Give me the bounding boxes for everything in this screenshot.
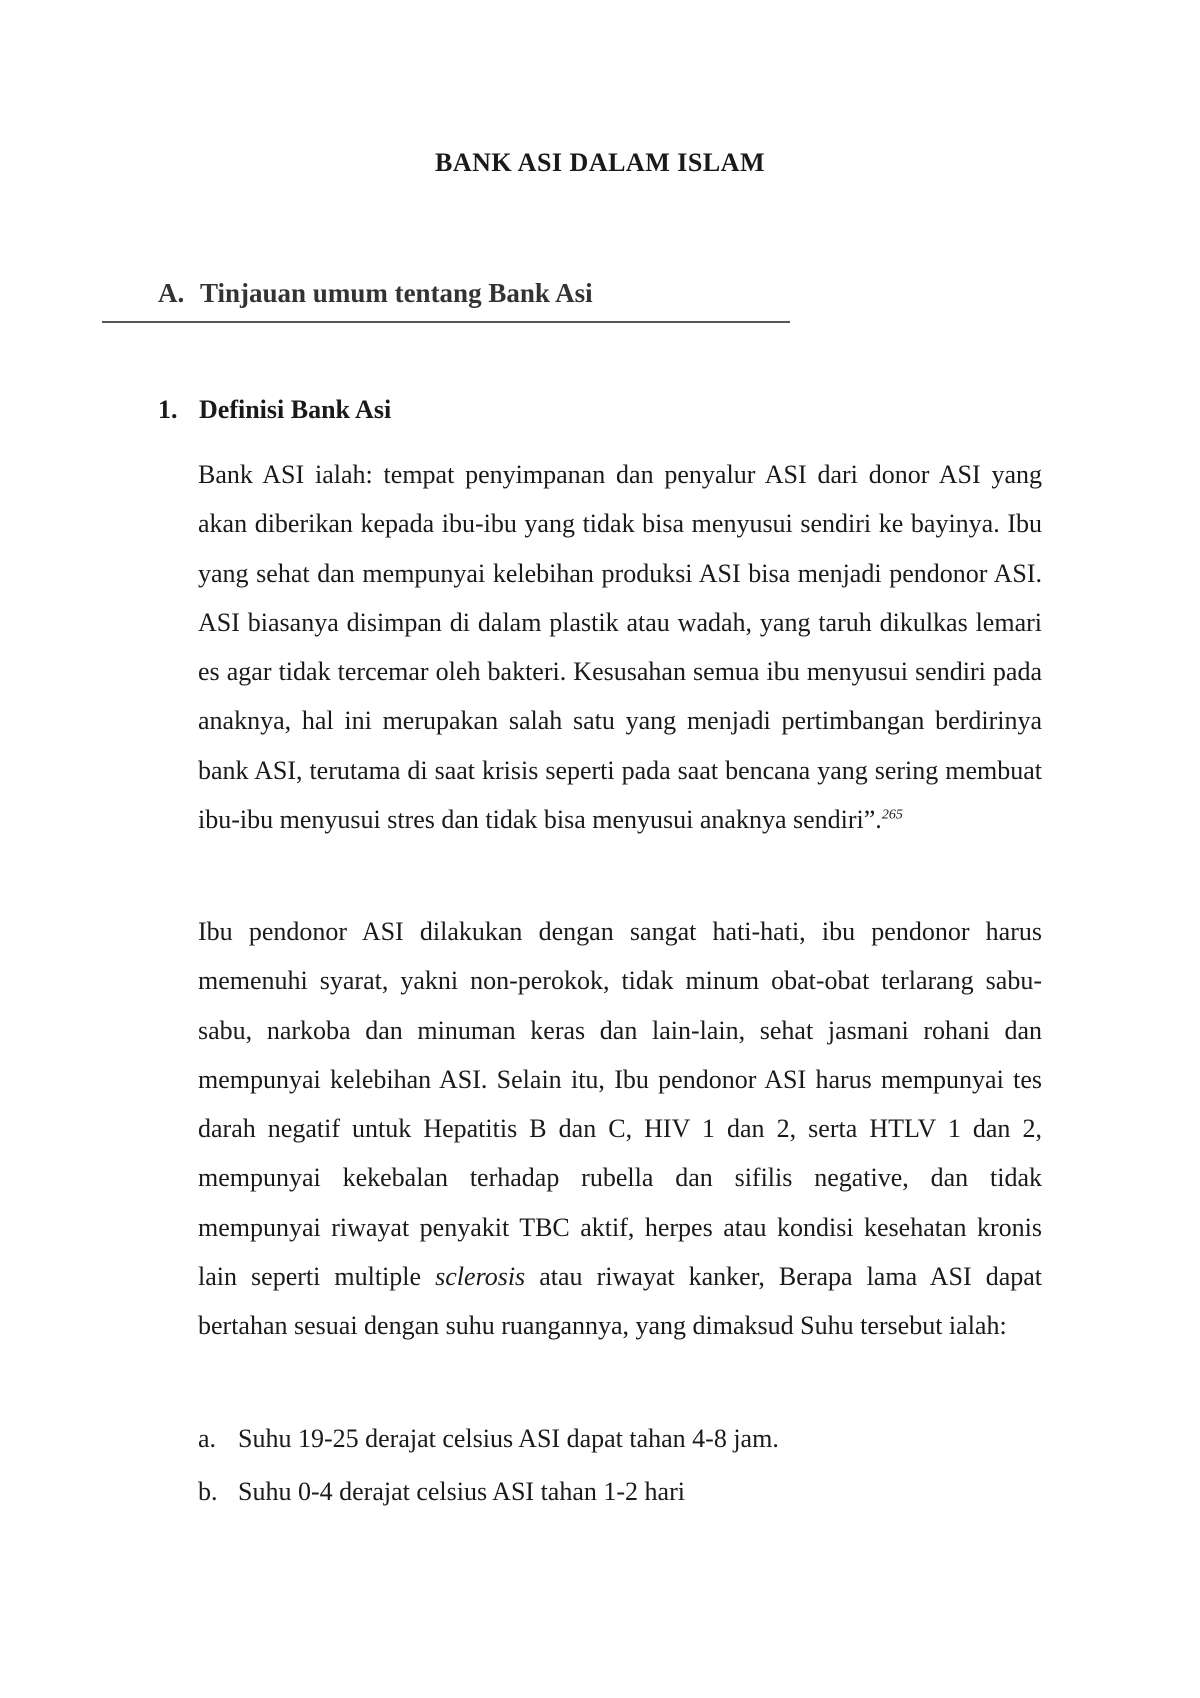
subsection-title: Definisi Bank Asi [199,395,392,424]
paragraph-donor-italic: sclerosis [435,1262,526,1292]
list-item-marker: a. [198,1424,217,1453]
section-number: A. [158,278,185,308]
section-title: Tinjauan umum tentang Bank Asi [200,278,593,308]
paragraph-definition-text: Bank ASI ialah: tempat penyimpanan dan penyalur ASI dari donor ASI yang akan diberikan kepada ibu-ibu yang tidak bisa menyusui sendiri ke bayinya. Ibu yang sehat dan mempunyai kelebihan produksi ASI bisa menjadi pendonor ASI. ASI biasanya disimpan di dalam plastik atau wadah, yang taruh dikulkas lemari es agar tidak tercemar oleh bakteri. Kesusahan semua ibu menyusui sendiri pada anaknya, hal ini merupakan salah satu yang menjadi pertimbangan berdirinya bank ASI, terutama di saat krisis seperti pada saat bencana yang sering membuat ibu-ibu menyusui stres dan tidak bisa menyusui anaknya sendiri”. [198,460,1042,835]
paragraph-donor-text-1: Ibu pendonor ASI dilakukan dengan sangat hati-hati, ibu pendonor harus memenuhi syarat, yakni non-perokok, tidak minum obat-obat terlarang sabu-sabu, narkoba dan minuman keras dan lain-lain, sehat jasmani rohani dan mempunyai kelebihan ASI. Selain itu, Ibu pendonor ASI harus mempunyai tes darah negatif untuk Hepatitis B dan C, HIV 1 dan 2, serta HTLV 1 dan 2, mempunyai kekebalan terhadap rubella dan sifilis negative, dan tidak mempunyai riwayat penyakit TBC aktif, herpes atau kondisi kesehatan kronis lain seperti multiple [198,917,1042,1292]
document-title: BANK ASI DALAM ISLAM [435,148,765,177]
paragraph-definition [198,450,1042,844]
section-heading [158,278,593,309]
list-item-marker: b. [198,1477,218,1506]
subsection-number: 1. [158,395,178,424]
list-item [198,1466,1042,1518]
paragraph-donor-requirements [198,907,1042,1351]
paragraph-donor-text-2: atau riwayat kanker, Berapa lama ASI dapat bertahan sesuai dengan suhu ruangannya, yang dimaksud Suhu tersebut ialah: [198,1262,1042,1341]
footnote-reference: 265 [881,807,903,823]
list-item-text: Suhu 19-25 derajat celsius ASI dapat tahan 4-8 jam. [238,1424,779,1453]
list-item-text: Suhu 0-4 derajat celsius ASI tahan 1-2 hari [238,1477,685,1506]
section-underline [102,321,790,323]
subsection-heading [158,395,391,425]
list-item [198,1413,1042,1465]
